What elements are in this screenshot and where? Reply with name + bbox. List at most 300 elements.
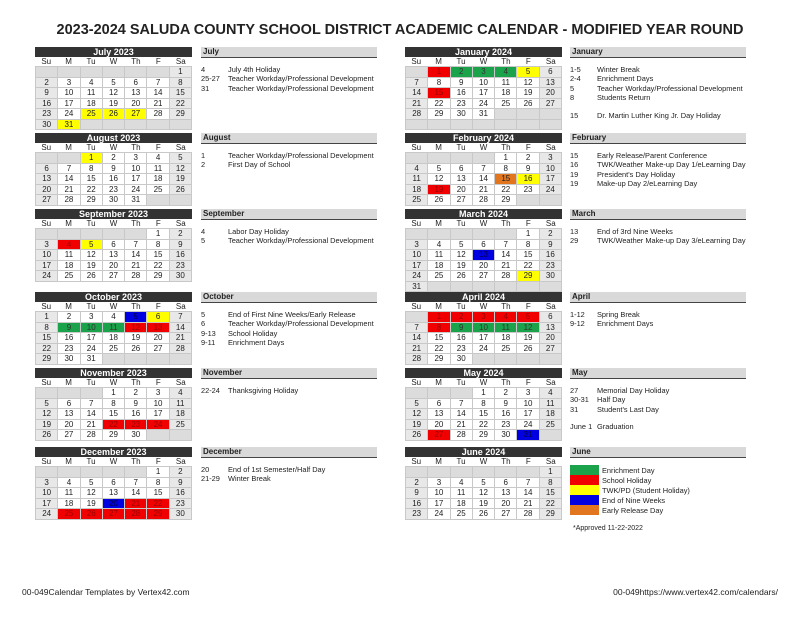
month-calendar: [35, 47, 192, 130]
event-item: [201, 465, 377, 474]
day-cell: 11: [406, 174, 428, 185]
day-cell: 15: [495, 174, 517, 185]
day-cell: 21: [81, 420, 103, 431]
day-cell: 31: [58, 120, 80, 131]
event-date: 15: [570, 151, 579, 160]
empty-day-cell: [406, 467, 428, 478]
day-cell: 13: [495, 488, 517, 499]
weekday-header: [35, 457, 192, 466]
weekday-label: Tu: [456, 143, 466, 152]
day-grid: [35, 387, 192, 441]
day-cell: 10: [540, 164, 562, 175]
event-item: [201, 65, 377, 74]
event-description: Teacher Workday/Professional Development: [228, 151, 374, 160]
day-cell: 25: [170, 420, 192, 431]
day-cell: 10: [58, 88, 80, 99]
day-cell: 18: [170, 409, 192, 420]
day-cell: 25: [103, 344, 125, 355]
day-cell: 9: [58, 323, 80, 334]
day-grid: [405, 387, 562, 441]
event-item: [570, 74, 746, 83]
day-cell: 6: [540, 67, 562, 78]
day-cell: 21: [406, 344, 428, 355]
day-cell: 28: [58, 195, 80, 206]
day-cell: 21: [517, 499, 539, 510]
day-cell: 14: [451, 409, 473, 420]
legend-item: [570, 475, 746, 485]
day-cell: 24: [540, 185, 562, 196]
empty-day-cell: [36, 388, 58, 399]
weekday-label: Th: [131, 219, 141, 228]
day-cell: 28: [170, 344, 192, 355]
weekday-label: M: [65, 302, 72, 311]
day-cell: 11: [170, 399, 192, 410]
weekday-label: Sa: [175, 57, 186, 66]
weekday-label: Tu: [86, 219, 96, 228]
day-cell: 12: [451, 250, 473, 261]
day-cell: 1: [81, 153, 103, 164]
day-cell: 22: [147, 499, 169, 510]
day-cell: 4: [495, 312, 517, 323]
day-cell: 3: [58, 78, 80, 89]
empty-day-cell: [540, 354, 562, 365]
event-description: End of First Nine Weeks/Early Release: [228, 310, 356, 319]
day-cell: 8: [103, 399, 125, 410]
day-cell: 27: [103, 271, 125, 282]
event-date: 1: [201, 151, 206, 160]
day-cell: 6: [103, 240, 125, 251]
weekday-label: F: [525, 302, 531, 311]
empty-day-cell: [406, 388, 428, 399]
day-cell: 18: [540, 409, 562, 420]
empty-day-cell: [451, 467, 473, 478]
day-cell: 12: [36, 409, 58, 420]
weekday-label: F: [525, 378, 531, 387]
weekday-label: Sa: [545, 219, 556, 228]
weekday-label: Th: [501, 57, 511, 66]
event-description: Make-up Day 2/eLearning Day: [597, 179, 698, 189]
day-cell: 25: [428, 271, 450, 282]
event-item: [570, 151, 746, 160]
empty-day-cell: [428, 467, 450, 478]
empty-day-cell: [36, 229, 58, 240]
day-cell: 7: [451, 399, 473, 410]
day-cell: 2: [58, 312, 80, 323]
legend-swatch: [570, 475, 599, 485]
day-cell: 5: [406, 399, 428, 410]
empty-day-cell: [147, 430, 169, 441]
weekday-label: F: [155, 302, 161, 311]
day-cell: 4: [147, 153, 169, 164]
day-cell: 29: [428, 109, 450, 120]
day-cell: 10: [125, 164, 147, 175]
weekday-label: Tu: [86, 57, 96, 66]
day-cell: 8: [147, 240, 169, 251]
day-cell: 14: [406, 333, 428, 344]
day-cell: 18: [406, 185, 428, 196]
weekday-label: Th: [131, 57, 141, 66]
event-date: 4: [201, 65, 206, 74]
day-grid: [405, 311, 562, 365]
event-item: [201, 236, 377, 245]
day-cell: 16: [36, 99, 58, 110]
weekday-label: F: [525, 57, 531, 66]
day-cell: 19: [125, 333, 147, 344]
notes-month-title: June: [570, 447, 746, 458]
day-cell: 22: [36, 344, 58, 355]
day-cell: 23: [517, 185, 539, 196]
empty-day-cell: [495, 354, 517, 365]
day-cell: 21: [495, 261, 517, 272]
day-cell: 6: [428, 399, 450, 410]
weekday-label: F: [155, 143, 161, 152]
event-date: 31: [570, 404, 579, 414]
empty-day-cell: [495, 467, 517, 478]
day-cell: 3: [473, 67, 495, 78]
day-cell: 16: [540, 250, 562, 261]
day-cell: 22: [428, 344, 450, 355]
event-description: End of 1st Semester/Half Day: [228, 465, 326, 474]
empty-day-cell: [517, 282, 539, 293]
day-grid: [35, 66, 192, 130]
event-date: 9-12: [570, 319, 585, 329]
weekday-label: W: [479, 57, 488, 66]
empty-day-cell: [406, 153, 428, 164]
day-cell: 19: [170, 174, 192, 185]
notes-month-title: December: [201, 447, 377, 458]
day-cell: 14: [495, 250, 517, 261]
day-cell: 9: [103, 164, 125, 175]
day-cell: 26: [81, 271, 103, 282]
empty-day-cell: [147, 195, 169, 206]
weekday-label: F: [525, 219, 531, 228]
month-calendar: [35, 368, 192, 441]
month-title: August 2023: [35, 133, 192, 143]
day-cell: 15: [103, 409, 125, 420]
day-cell: 26: [36, 430, 58, 441]
empty-day-cell: [170, 195, 192, 206]
day-cell: 19: [473, 499, 495, 510]
day-cell: 25: [495, 99, 517, 110]
empty-day-cell: [36, 67, 58, 78]
event-date: 19: [570, 179, 579, 189]
day-grid: [35, 466, 192, 520]
event-item: [570, 236, 746, 245]
day-cell: 13: [103, 250, 125, 261]
day-cell: 8: [428, 323, 450, 334]
day-cell: 24: [81, 344, 103, 355]
empty-day-cell: [406, 67, 428, 78]
day-cell: 21: [170, 333, 192, 344]
day-cell: 12: [103, 88, 125, 99]
day-cell: 3: [540, 153, 562, 164]
day-cell: 13: [540, 78, 562, 89]
event-description: July 4th Holiday: [228, 65, 281, 74]
day-cell: 25: [451, 509, 473, 520]
day-cell: 25: [406, 195, 428, 206]
day-cell: 10: [473, 78, 495, 89]
empty-day-cell: [540, 430, 562, 441]
weekday-label: Tu: [86, 143, 96, 152]
event-description: Labor Day Holiday: [228, 227, 289, 236]
day-cell: 27: [58, 430, 80, 441]
day-cell: 17: [81, 333, 103, 344]
empty-day-cell: [428, 282, 450, 293]
day-cell: 2: [170, 467, 192, 478]
day-cell: 29: [540, 509, 562, 520]
legend-swatch: [570, 485, 599, 495]
event-date: 20: [201, 465, 210, 474]
day-cell: 19: [517, 88, 539, 99]
empty-day-cell: [428, 388, 450, 399]
day-cell: 24: [147, 420, 169, 431]
event-date: 25-27: [201, 74, 220, 84]
day-cell: 26: [170, 185, 192, 196]
weekday-label: F: [155, 219, 161, 228]
event-item: [570, 386, 746, 395]
weekday-label: F: [525, 457, 531, 466]
day-cell: 18: [428, 261, 450, 272]
day-cell: 21: [147, 99, 169, 110]
notes-month-title: April: [570, 292, 746, 303]
day-cell: 2: [451, 67, 473, 78]
weekday-label: W: [479, 143, 488, 152]
day-cell: 3: [517, 388, 539, 399]
day-cell: 10: [81, 323, 103, 334]
event-item: [570, 422, 746, 431]
weekday-label: W: [109, 57, 118, 66]
day-cell: 29: [81, 195, 103, 206]
day-cell: 1: [147, 229, 169, 240]
day-cell: 6: [473, 240, 495, 251]
day-cell: 20: [428, 420, 450, 431]
event-description: Enrichment Days: [228, 338, 285, 348]
event-date: 4: [201, 227, 206, 236]
empty-day-cell: [125, 229, 147, 240]
month-title: October 2023: [35, 292, 192, 302]
day-cell: 25: [58, 271, 80, 282]
month-title: July 2023: [35, 47, 192, 57]
day-cell: 20: [36, 185, 58, 196]
day-cell: 19: [103, 99, 125, 110]
event-item: [201, 329, 377, 338]
weekday-label: F: [155, 378, 161, 387]
day-cell: 30: [103, 195, 125, 206]
day-cell: 13: [451, 174, 473, 185]
day-cell: 27: [451, 195, 473, 206]
day-cell: 6: [103, 478, 125, 489]
day-cell: 14: [58, 174, 80, 185]
day-cell: 4: [58, 478, 80, 489]
event-description: Winter Break: [228, 474, 271, 484]
day-cell: 12: [517, 323, 539, 334]
day-cell: 1: [428, 312, 450, 323]
day-cell: 28: [406, 109, 428, 120]
day-cell: 30: [170, 509, 192, 520]
day-cell: 3: [36, 478, 58, 489]
day-cell: 23: [406, 509, 428, 520]
day-cell: 27: [540, 344, 562, 355]
month-title: April 2024: [405, 292, 562, 302]
day-cell: 2: [517, 153, 539, 164]
empty-day-cell: [517, 109, 539, 120]
day-cell: 3: [473, 312, 495, 323]
event-description: Students Return: [597, 93, 651, 103]
empty-day-cell: [103, 120, 125, 131]
weekday-label: Tu: [456, 302, 466, 311]
event-description: Early Release/Parent Conference: [597, 151, 708, 160]
day-cell: 18: [81, 99, 103, 110]
day-cell: 13: [36, 174, 58, 185]
day-cell: 15: [147, 250, 169, 261]
day-cell: 17: [428, 499, 450, 510]
weekday-label: Su: [411, 378, 422, 387]
day-cell: 20: [495, 499, 517, 510]
empty-day-cell: [103, 467, 125, 478]
day-cell: 19: [36, 420, 58, 431]
empty-day-cell: [540, 109, 562, 120]
day-cell: 19: [517, 333, 539, 344]
month-notes: [201, 447, 377, 484]
event-date: 21-29: [201, 474, 220, 484]
day-cell: 5: [125, 312, 147, 323]
day-cell: 24: [36, 509, 58, 520]
month-notes: [570, 133, 746, 189]
day-cell: 26: [103, 109, 125, 120]
weekday-header: [405, 457, 562, 466]
day-cell: 29: [170, 109, 192, 120]
day-cell: 20: [103, 261, 125, 272]
day-cell: 5: [36, 399, 58, 410]
day-cell: 23: [103, 185, 125, 196]
month-notes: [570, 368, 746, 432]
weekday-label: W: [109, 378, 118, 387]
day-cell: 2: [170, 229, 192, 240]
empty-day-cell: [495, 229, 517, 240]
day-cell: 18: [147, 174, 169, 185]
weekday-label: Sa: [545, 143, 556, 152]
month-calendar: [35, 209, 192, 282]
weekday-header: [35, 143, 192, 152]
weekday-label: M: [435, 219, 442, 228]
day-cell: 3: [125, 153, 147, 164]
day-cell: 5: [81, 240, 103, 251]
event-item: [570, 160, 746, 169]
day-cell: 6: [125, 78, 147, 89]
footer-left: 00-049Calendar Templates by Vertex42.com: [22, 587, 190, 597]
day-cell: 1: [473, 388, 495, 399]
event-date: 27: [570, 386, 579, 395]
event-date: 8: [570, 93, 575, 103]
notes-month-title: January: [570, 47, 746, 58]
day-cell: 30: [36, 120, 58, 131]
day-cell: 1: [147, 467, 169, 478]
weekday-header: [405, 378, 562, 387]
day-cell: 20: [540, 333, 562, 344]
day-cell: 4: [103, 312, 125, 323]
event-date: June 1: [570, 422, 593, 432]
empty-day-cell: [125, 120, 147, 131]
day-cell: 2: [540, 229, 562, 240]
event-date: 9-13: [201, 328, 216, 338]
day-cell: 28: [517, 509, 539, 520]
day-cell: 7: [125, 240, 147, 251]
event-date: 29: [570, 236, 579, 246]
day-cell: 26: [517, 344, 539, 355]
spacer: [570, 103, 746, 111]
day-cell: 28: [81, 430, 103, 441]
empty-day-cell: [147, 354, 169, 365]
weekday-label: Tu: [86, 302, 96, 311]
day-cell: 18: [451, 499, 473, 510]
month-calendar: [405, 368, 562, 441]
day-cell: 11: [58, 488, 80, 499]
notes-month-title: November: [201, 368, 377, 379]
weekday-label: F: [155, 57, 161, 66]
month-calendar: [405, 447, 562, 520]
notes-month-title: August: [201, 133, 377, 144]
day-cell: 15: [428, 88, 450, 99]
legend-swatch: [570, 495, 599, 505]
notes-month-title: May: [570, 368, 746, 379]
empty-day-cell: [473, 354, 495, 365]
day-cell: 11: [428, 250, 450, 261]
day-cell: 24: [428, 509, 450, 520]
notes-month-title: March: [570, 209, 746, 220]
month-notes: [570, 292, 746, 329]
day-cell: 28: [125, 271, 147, 282]
event-date: 1-12: [570, 310, 585, 319]
day-cell: 7: [473, 164, 495, 175]
weekday-header: [35, 219, 192, 228]
day-cell: 29: [103, 430, 125, 441]
day-cell: 26: [451, 271, 473, 282]
day-cell: 27: [540, 99, 562, 110]
empty-day-cell: [473, 120, 495, 131]
weekday-label: Su: [41, 378, 52, 387]
day-cell: 9: [406, 488, 428, 499]
day-cell: 16: [58, 333, 80, 344]
event-item: [570, 111, 746, 120]
color-legend: [570, 465, 746, 515]
day-cell: 16: [103, 174, 125, 185]
day-cell: 25: [81, 109, 103, 120]
empty-day-cell: [103, 354, 125, 365]
day-cell: 8: [473, 399, 495, 410]
day-cell: 12: [81, 250, 103, 261]
day-cell: 25: [147, 185, 169, 196]
day-cell: 25: [58, 509, 80, 520]
day-cell: 29: [428, 354, 450, 365]
day-cell: 16: [170, 488, 192, 499]
weekday-header: [35, 378, 192, 387]
weekday-label: Su: [41, 302, 52, 311]
day-cell: 4: [495, 67, 517, 78]
day-cell: 23: [451, 99, 473, 110]
month-title: January 2024: [405, 47, 562, 57]
empty-day-cell: [517, 120, 539, 131]
legend-label: Enrichment Day: [602, 465, 655, 475]
day-cell: 23: [125, 420, 147, 431]
weekday-header: [35, 302, 192, 311]
event-date: 9-11: [201, 338, 216, 348]
day-cell: 23: [540, 261, 562, 272]
empty-day-cell: [428, 153, 450, 164]
event-description: First Day of School: [228, 160, 291, 170]
event-date: 31: [201, 83, 210, 93]
empty-day-cell: [451, 282, 473, 293]
legend-item: [570, 465, 746, 475]
